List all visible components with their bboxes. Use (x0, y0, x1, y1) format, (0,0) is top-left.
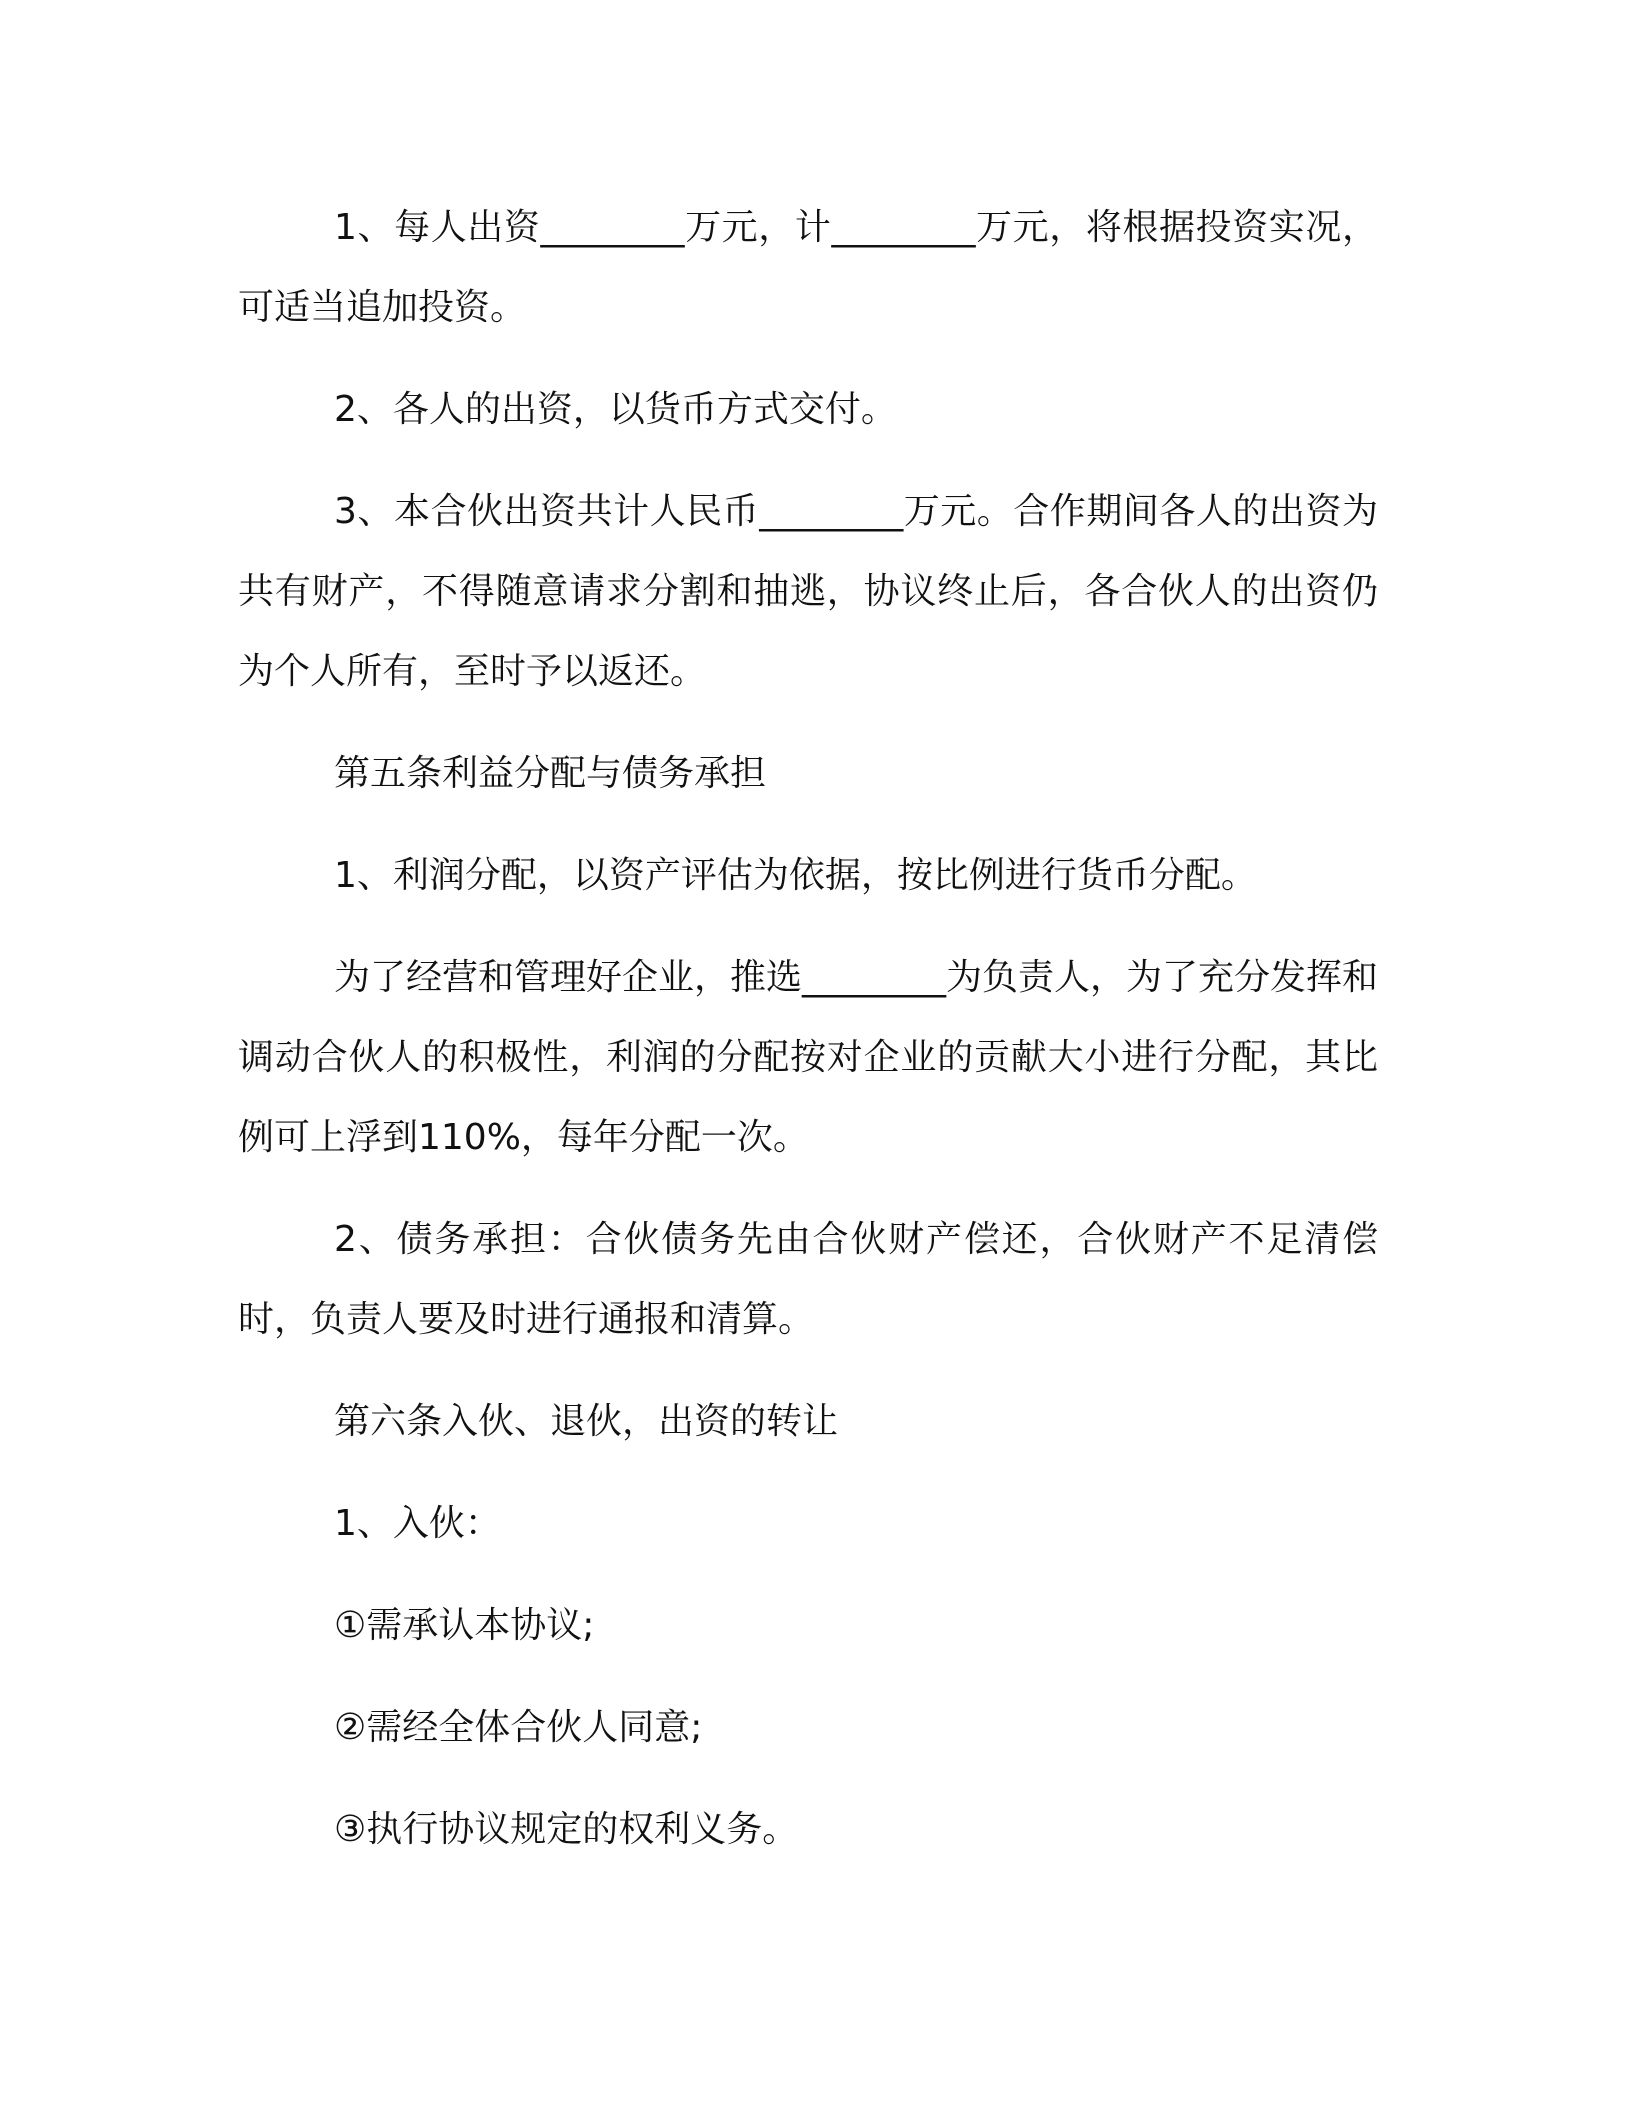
admission-condition-2: ②需经全体合伙人同意; (334, 1707, 703, 1748)
clause-manager-selection: 为了经营和管理好企业，推选________为负责人，为了充分发挥和调动合伙人的积极性，利润的分配按对企业的贡献大小进行分配，其比例可上浮到110%，每年分配一次。 (238, 957, 1379, 1158)
document-body (238, 188, 1378, 1892)
admission-condition-1: ①需承认本协议; (334, 1605, 595, 1646)
clause-profit-distribution: 1、利润分配，以资产评估为依据，按比例进行货币分配。 (334, 855, 1257, 896)
article-six-heading: 第六条入伙、退伙，出资的转让 (334, 1401, 839, 1442)
clause-capital-per-person: 1、每人出资________万元，计________万元，将根据投资实况，可适当追加投资。 (238, 207, 1378, 328)
admission-condition-3: ③执行协议规定的权利义务。 (334, 1809, 799, 1850)
clause-capital-payment: 2、各人的出资，以货币方式交付。 (334, 389, 897, 430)
clause-admission: 1、入伙： (334, 1503, 501, 1544)
clause-total-capital: 3、本合伙出资共计人民币________万元。合作期间各人的出资为共有财产，不得随意请求分割和抽逃，协议终止后，各合伙人的出资仍为个人所有，至时予以返还。 (238, 491, 1378, 692)
article-five-heading: 第五条利益分配与债务承担 (334, 753, 767, 794)
clause-debt-liability: 2、债务承担：合伙债务先由合伙财产偿还，合伙财产不足清偿时，负责人要及时进行通报和清算。 (238, 1219, 1378, 1340)
